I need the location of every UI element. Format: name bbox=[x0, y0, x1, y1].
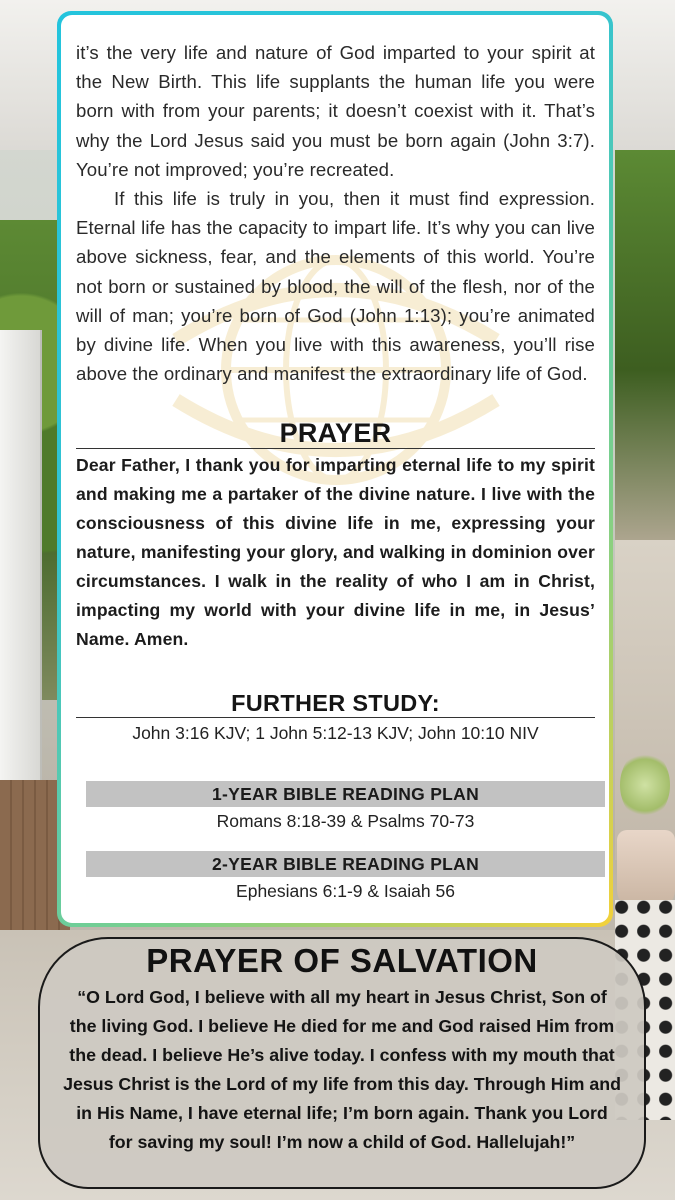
devotional-card bbox=[57, 11, 613, 927]
devotional-paragraph-1: it’s the very life and nature of God imparted to your spirit at the New Birth. This life supplants the human life you were born with from your parents; it doesn’t coexist with it. That’s why the Lord Jesus said you must be born again (John 3:7). You’re not improved; you’re recreated. bbox=[76, 42, 595, 180]
salvation-box bbox=[38, 937, 646, 1189]
reading-plan-2-heading: 2-YEAR BIBLE READING PLAN bbox=[86, 851, 605, 877]
background-pillar bbox=[0, 330, 42, 800]
salvation-heading: PRAYER OF SALVATION bbox=[146, 942, 538, 979]
prayer-text: Dear Father, I thank you for imparting eternal life to my spirit and making me a partaker of the divine nature. I live with the consciousness of this divine life in me, expressing your nature, manifesting your glory, and walking in dominion over circumstances. I walk in the reality of who I am in Christ, impacting my world with your divine life in me, in Jesus’ Name. Amen. bbox=[76, 455, 595, 649]
reading-plan-1-heading: 1-YEAR BIBLE READING PLAN bbox=[86, 781, 605, 807]
further-study-heading: FURTHER STUDY: bbox=[76, 690, 595, 718]
further-study-refs: John 3:16 KJV; 1 John 5:12-13 KJV; John 10:10 NIV bbox=[132, 722, 539, 743]
salvation-text: “O Lord God, I believe with all my heart in Jesus Christ, Son of the living God. I believe He died for me and God raised Him from the dead. I believe He’s alive today. I confess with my mouth that Jesus Christ is the Lord of my life from this day. Through Him and in His Name, I have eternal life; I’m born again. Thank you Lord for saving my soul! I’m now a child of God. Hallelujah!” bbox=[63, 987, 621, 1152]
devotional-card-content bbox=[61, 15, 609, 923]
background-plant bbox=[620, 750, 670, 820]
background-foliage-right bbox=[615, 150, 675, 550]
reading-plan-1-refs: Romans 8:18-39 & Psalms 70-73 bbox=[216, 810, 475, 831]
devotional-paragraph-2: If this life is truly in you, then it must find expression. Eternal life has the capacity to impart life. It’s why you can live above sickness, fear, and the elements of this world. You’re not born or sustained by blood, the will of the flesh, nor of the will of man; you’re born of God (John 1:13); you’re animated by divine life. When you live with this awareness, you’ll rise above the ordinary and manifest the extraordinary life of God. bbox=[76, 188, 595, 385]
prayer-heading: PRAYER bbox=[76, 418, 595, 449]
background-pot bbox=[617, 830, 675, 910]
reading-plan-2-refs: Ephesians 6:1-9 & Isaiah 56 bbox=[236, 880, 455, 901]
